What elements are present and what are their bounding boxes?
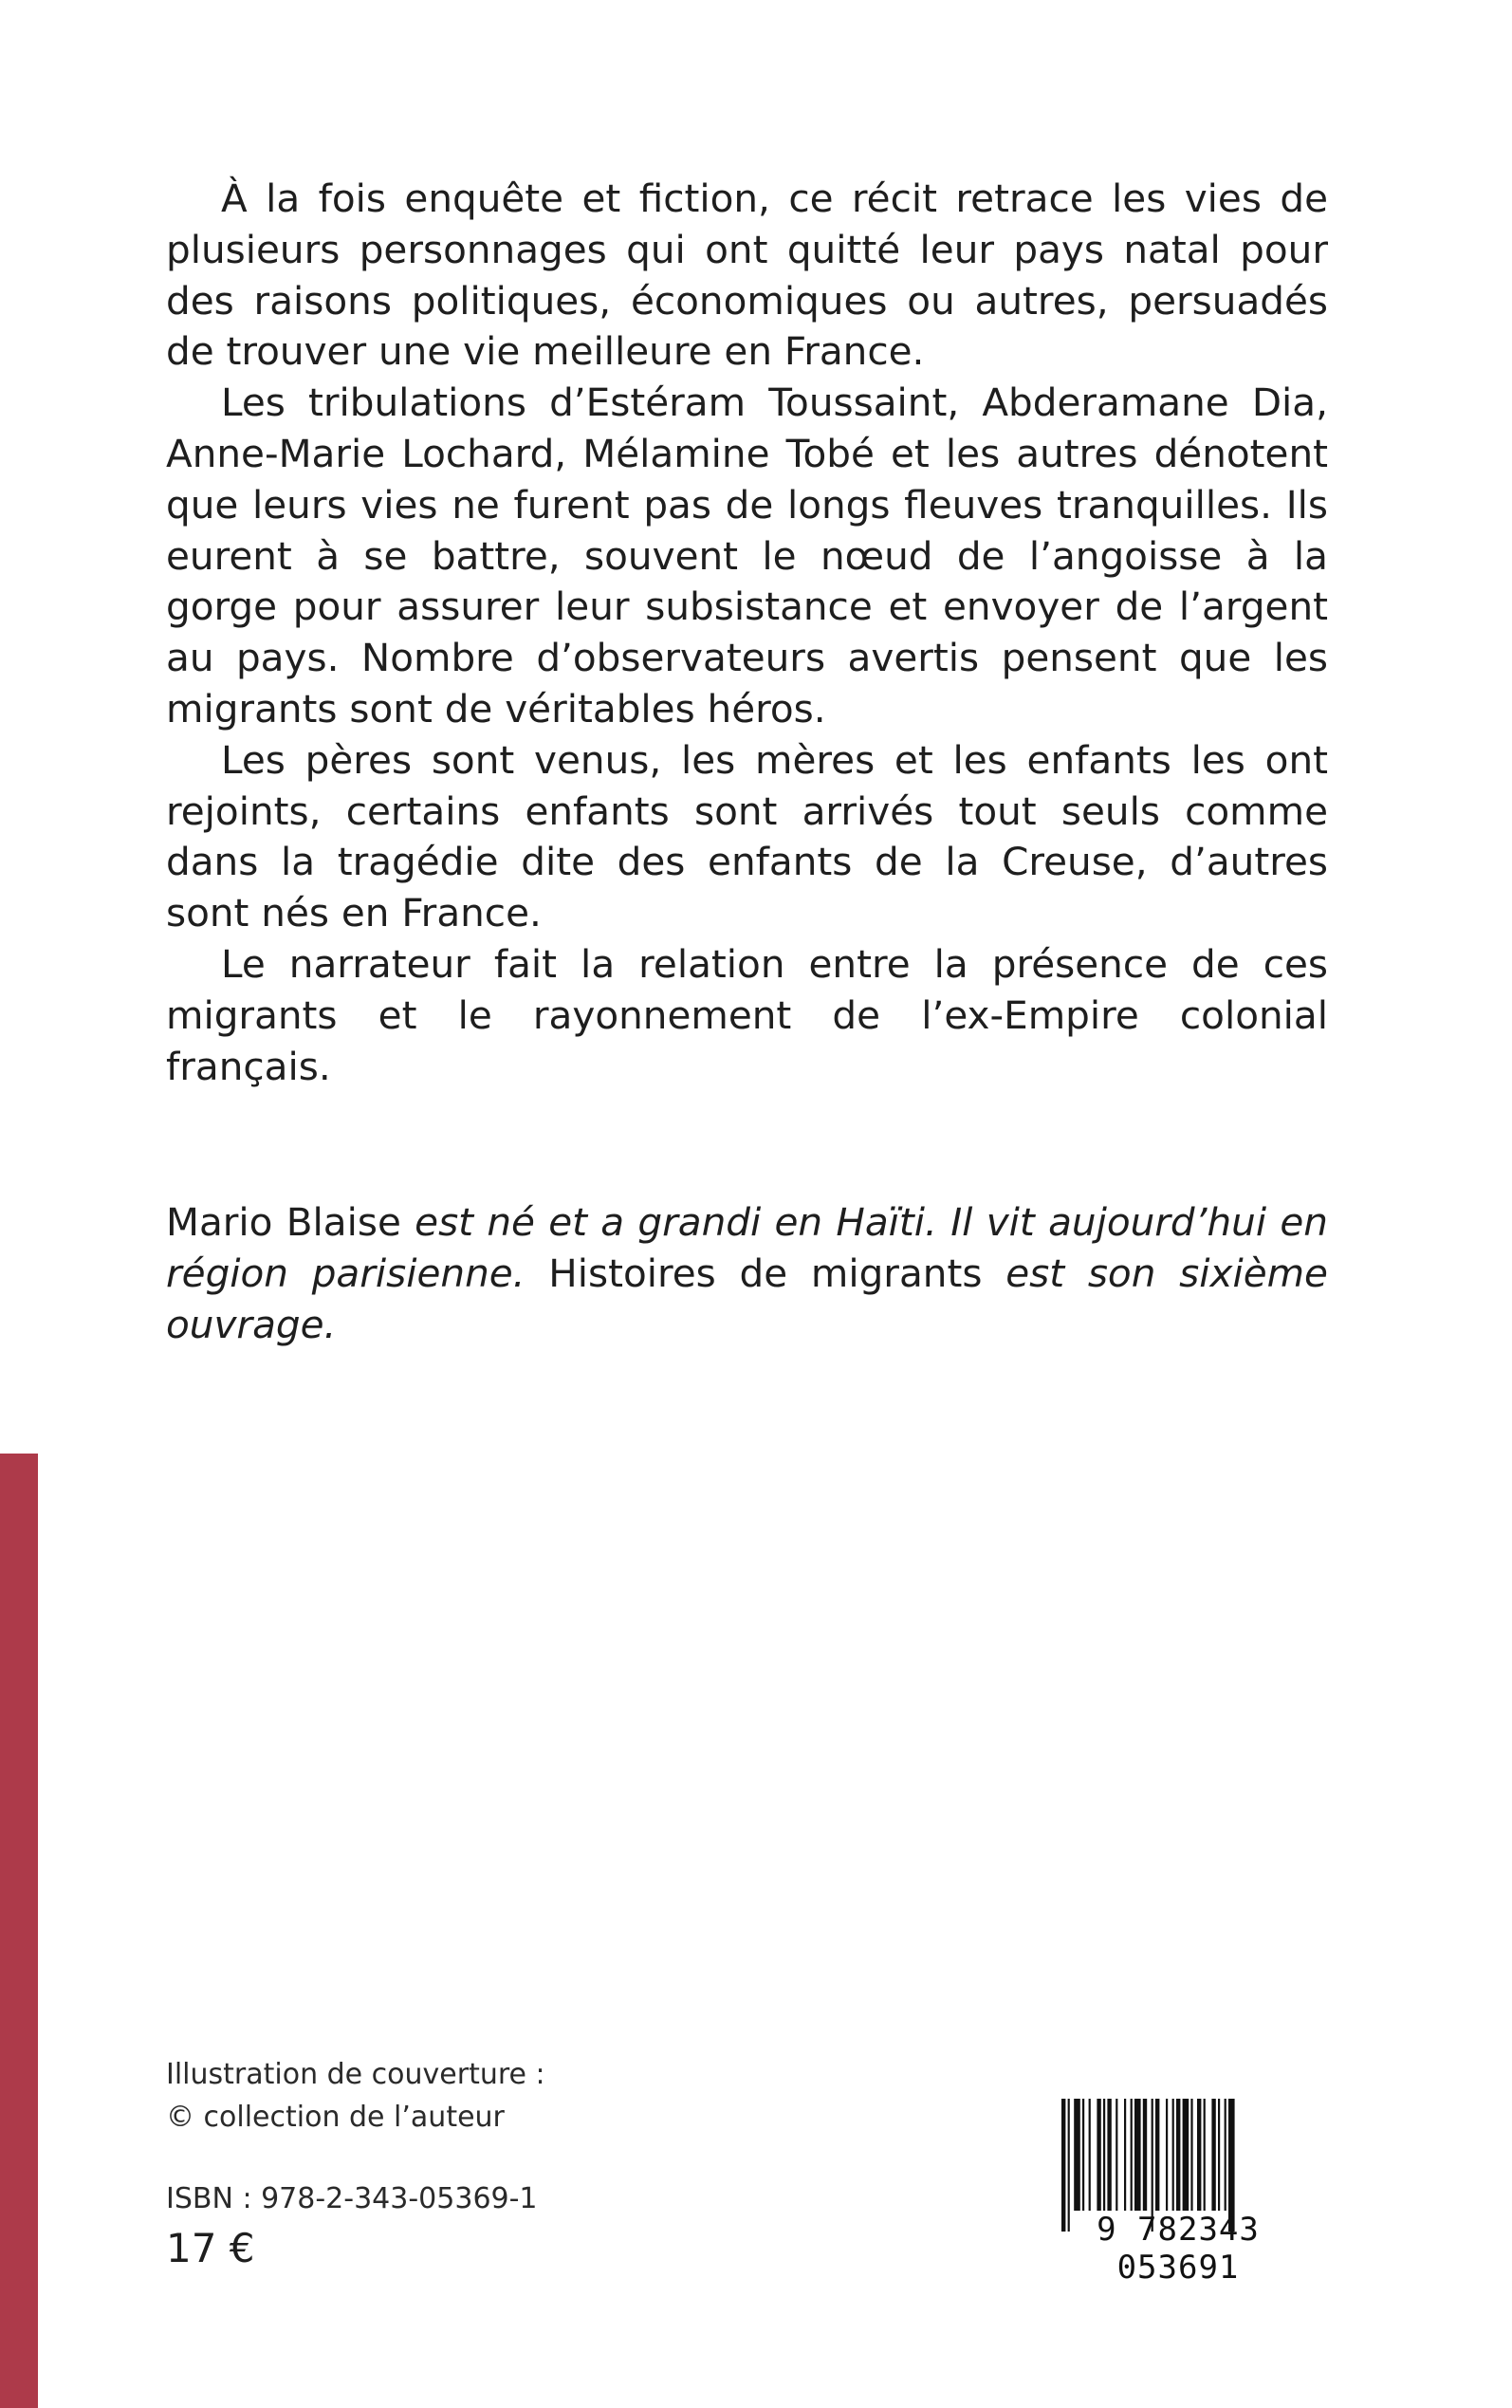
author-bio [166,1197,1328,1350]
bio-text: est né et a grandi en Haïti. Il vit aujourd’hui en région parisienne. [166,1199,1328,1296]
blurb-paragraph: Les pères sont venus, les mères et les enfants les ont rejoints, certains enfants sont arrivés tout seuls comme dans la tragédie dite des enfants de la Creuse, d’autres sont nés en France. [166,736,1328,936]
credit-line: Illustration de couverture : [166,2058,545,2091]
side-color-band [0,1454,38,2408]
back-cover-blurb [166,174,1328,1092]
barcode-digits: 9 782343 053691 [1097,2211,1260,2287]
book-title: Histoires de migrants [525,1250,1006,1296]
blurb-paragraph: Le narrateur fait la relation entre la présence de ces migrants et le rayonnement de l’ex-Empire colonial français. [166,940,1328,1089]
cover-credit [166,2053,545,2139]
author-name: Mario Blaise [166,1199,401,1245]
isbn-number: ISBN : 978-2-343-05369-1 [166,2182,538,2215]
blurb-paragraph: À la fois enquête et fiction, ce récit retrace les vies de plusieurs personnages qui ont quitté leur pays natal pour des raisons politiques, économiques ou autres, persuadés de trouver une vie meilleure en France. [166,176,1328,375]
bio-text-end: est son sixième ouvrage. [166,1250,1328,1347]
price: 17 € [166,2225,255,2271]
credit-line: © collection de l’auteur [166,2101,505,2134]
blurb-paragraph: Les tribulations d’Estéram Toussaint, Abderamane Dia, Anne-Marie Lochard, Mélamine Tobé et les autres dénotent que leurs vies ne furent pas de longs fleuves tranquilles. Ils eurent à se battre, souvent le nœud de l’angoisse à la gorge pour assurer leur subsistance et envoyer de l’argent au pays. Nombre d’observateurs avertis pensent que les migrants sont de véritables héros. [166,380,1328,732]
